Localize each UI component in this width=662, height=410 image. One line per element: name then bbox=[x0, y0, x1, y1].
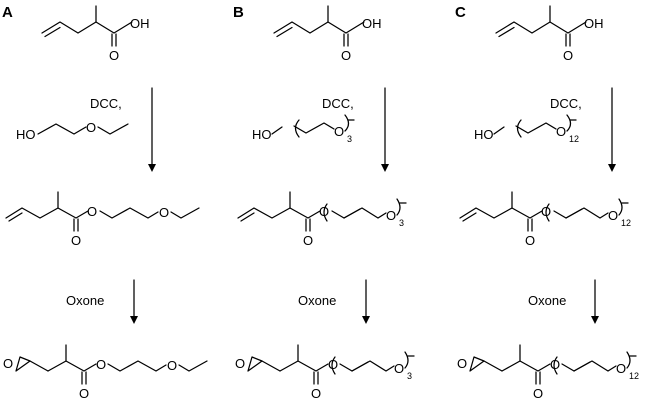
repeat-subscript: 12 bbox=[629, 371, 640, 381]
atom-label: O bbox=[96, 357, 107, 372]
atom-label: O bbox=[167, 358, 178, 373]
atom-label: O bbox=[608, 208, 619, 223]
atom-label: O bbox=[86, 120, 97, 135]
atom-label: HO bbox=[474, 127, 494, 142]
atom-label: O bbox=[311, 386, 322, 401]
atom-label: O bbox=[334, 124, 345, 139]
ester-product bbox=[460, 192, 631, 248]
panel-label: C bbox=[455, 4, 466, 21]
atom-label: O bbox=[525, 233, 536, 248]
reagent-label: DCC, bbox=[322, 96, 354, 111]
atom-label: O bbox=[159, 205, 170, 220]
atom-label: O bbox=[386, 208, 397, 223]
atom-label: O bbox=[109, 48, 120, 63]
reagent-label: Oxone bbox=[66, 293, 105, 308]
atom-label: O bbox=[79, 386, 90, 401]
panel-c bbox=[455, 4, 639, 401]
atom-label: O bbox=[457, 356, 468, 371]
atom-label: HO bbox=[16, 127, 36, 142]
ester-product bbox=[238, 192, 406, 248]
atom-label: O bbox=[616, 361, 627, 376]
reagent-label: Oxone bbox=[298, 293, 337, 308]
atom-label: O bbox=[87, 204, 98, 219]
epoxide-product bbox=[3, 345, 207, 401]
atom-label: OH bbox=[130, 16, 150, 31]
atom-label: O bbox=[541, 204, 552, 219]
atom-label: HO bbox=[252, 127, 272, 142]
epoxide-product bbox=[235, 345, 414, 401]
atom-label: O bbox=[394, 361, 405, 376]
repeat-subscript: 12 bbox=[569, 134, 580, 144]
alcohol-reagent bbox=[252, 115, 354, 144]
atom-label: O bbox=[563, 48, 574, 63]
repeat-subscript: 3 bbox=[399, 218, 405, 228]
starting-acid bbox=[496, 6, 604, 63]
atom-label: O bbox=[341, 48, 352, 63]
epoxide-product bbox=[457, 345, 639, 401]
reagent-label: DCC, bbox=[90, 96, 122, 111]
starting-acid bbox=[274, 6, 382, 63]
atom-label: O bbox=[71, 233, 82, 248]
panel-label: B bbox=[233, 4, 244, 21]
atom-label: OH bbox=[362, 16, 382, 31]
panel-a bbox=[2, 4, 207, 401]
atom-label: O bbox=[556, 124, 567, 139]
repeat-subscript: 3 bbox=[347, 134, 353, 144]
reagent-label: DCC, bbox=[550, 96, 582, 111]
atom-label: O bbox=[303, 233, 314, 248]
ester-product bbox=[6, 192, 199, 248]
atom-label: O bbox=[319, 204, 330, 219]
alcohol-reagent bbox=[16, 120, 128, 142]
reagent-label: Oxone bbox=[528, 293, 567, 308]
starting-acid bbox=[42, 6, 150, 63]
atom-label: O bbox=[3, 356, 14, 371]
repeat-subscript: 12 bbox=[621, 218, 632, 228]
alcohol-reagent bbox=[474, 115, 579, 144]
atom-label: OH bbox=[584, 16, 604, 31]
panel-b bbox=[233, 4, 414, 401]
panel-label: A bbox=[2, 4, 13, 21]
atom-label: O bbox=[235, 356, 246, 371]
atom-label: O bbox=[328, 357, 339, 372]
repeat-subscript: 3 bbox=[407, 371, 413, 381]
atom-label: O bbox=[533, 386, 544, 401]
atom-label: O bbox=[550, 357, 561, 372]
